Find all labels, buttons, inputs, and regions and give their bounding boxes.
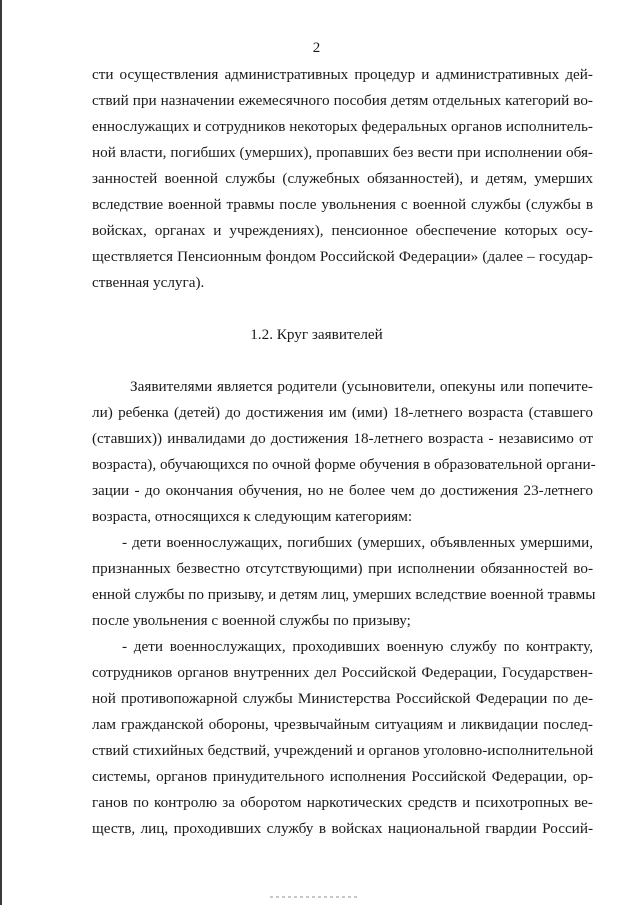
text-line: енной службы по призыву, и детям лиц, умерших вследствие военной травмы <box>92 586 596 603</box>
paragraph-continuation <box>92 62 593 296</box>
text-line: сти осуществления административных процедур и административных дей- <box>92 66 593 83</box>
applicants-paragraph <box>92 374 596 530</box>
category-item-1 <box>92 530 596 634</box>
text-line: зации - до окончания обучения, но не более чем до достижения 23-летнего <box>92 482 593 499</box>
text-line: после увольнения с военной службы по призыву; <box>92 612 411 629</box>
text-line: - дети военнослужащих, погибших (умерших, объявленных умершими, <box>122 534 593 551</box>
text-line: ственная услуга). <box>92 274 205 291</box>
page-number: 2 <box>312 40 321 56</box>
text-line: (ставших)) инвалидами до достижения 18-летнего возраста - независимо от <box>92 430 593 447</box>
text-line: ществляется Пенсионным фондом Российской Федерации» (далее – государ- <box>92 248 593 265</box>
text-line: ной противопожарной службы Министерства Российской Федерации по де- <box>92 690 593 707</box>
text-line: ганов по контролю за оборотом наркотических средств и психотропных ве- <box>92 794 593 811</box>
text-line: Заявителями является родители (усыновители, опекуны или попечите- <box>130 378 593 395</box>
page-left-edge <box>0 0 2 905</box>
text-line: возраста, относящихся к следующим категориям: <box>92 508 413 525</box>
text-line: лам гражданской обороны, чрезвычайным ситуациям и ликвидации послед- <box>92 716 593 733</box>
category-item-2 <box>92 634 593 842</box>
text-line: системы, органов принудительного исполнения Российской Федерации, ор- <box>92 768 593 785</box>
applicants-section <box>92 374 596 842</box>
text-line: вследствие военной травмы после увольнения с военной службы (службы в <box>92 196 593 213</box>
text-line: ли) ребенка (детей) до достижения им (ими) 18-летнего возраста (ставшего <box>92 404 593 421</box>
text-line: ствий при назначении ежемесячного пособия детям отдельных категорий во- <box>92 92 593 109</box>
text-line: ной власти, погибших (умерших), пропавших без вести при исполнении обя- <box>92 144 593 161</box>
text-line: признанных безвестно отсутствующими) при исполнении обязанностей во- <box>92 560 593 577</box>
text-line: еннослужащих и сотрудников некоторых федеральных органов исполнитель- <box>92 118 593 135</box>
text-line: ствий стихийных бедствий, учреждений и органов уголовно-исполнительной <box>92 742 594 759</box>
text-line: занностей военной службы (служебных обязанностей), и детям, умерших <box>92 170 593 187</box>
text-line: ществ, лиц, проходивших службу в войсках национальной гвардии Россий- <box>92 820 593 837</box>
text-line: войсках, органах и учреждениях), пенсионное обеспечение которых осу- <box>92 222 593 239</box>
text-line: возраста), обучающихся по очной форме обучения в образовательной органи- <box>92 456 596 473</box>
section-heading: 1.2. Круг заявителей <box>250 326 383 343</box>
text-line: - дети военнослужащих, проходивших военную службу по контракту, <box>122 638 593 655</box>
scan-footer-mark <box>270 896 360 898</box>
text-line: сотрудников органов внутренних дел Российской Федерации, Государствен- <box>92 664 593 681</box>
